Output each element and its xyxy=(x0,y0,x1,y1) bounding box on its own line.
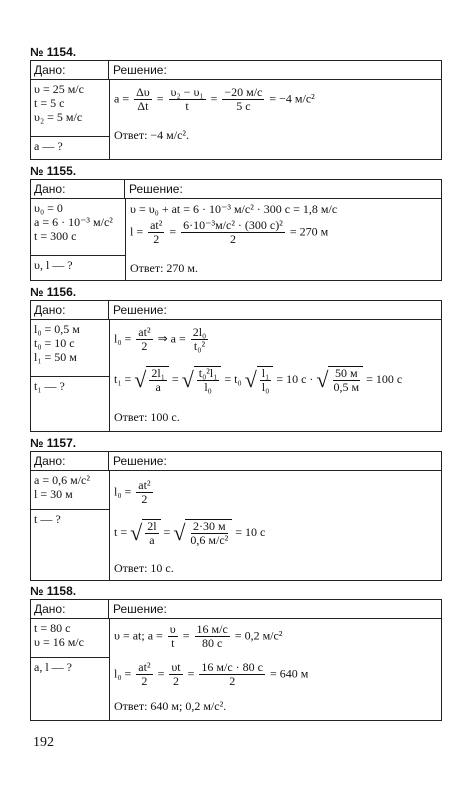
fraction-numerator: t₀²l₁ xyxy=(198,366,218,380)
given-line: υ₀ = 0 xyxy=(34,201,63,215)
problem-number: № 1154. xyxy=(30,45,77,59)
fraction-denominator: 2 xyxy=(141,339,148,353)
solution-header: Решение: xyxy=(113,454,167,468)
given-values xyxy=(31,199,125,255)
fraction-numerator: υ₂ − υ₁ xyxy=(170,85,204,99)
radical-sign: √ xyxy=(316,367,329,392)
equation xyxy=(114,623,282,650)
given-line: υ = 16 м/с xyxy=(34,635,84,649)
fraction-numerator: 2·30 м xyxy=(193,519,226,533)
solution-header: Решение: xyxy=(113,602,167,616)
equation xyxy=(114,366,402,394)
equation xyxy=(114,86,315,113)
given-line: t₀ = 10 с xyxy=(34,336,75,350)
answer: Ответ: 640 м; 0,2 м/с². xyxy=(114,699,227,713)
fraction-numerator: at² xyxy=(138,660,151,674)
fraction-denominator: l₀ xyxy=(204,380,212,394)
given-line: l₀ = 0,5 м xyxy=(34,322,80,336)
eq-text: = xyxy=(163,524,171,539)
fraction-numerator: 2l₁ xyxy=(151,366,165,380)
fraction-denominator: 5 с xyxy=(236,99,251,113)
fraction-denominator: 80 с xyxy=(202,636,223,650)
fraction-denominator: 0,6 м/с² xyxy=(190,533,229,547)
answer: Ответ: 270 м. xyxy=(130,261,199,275)
given-values xyxy=(31,80,109,136)
radicand xyxy=(194,366,222,394)
fraction-numerator: 16 м/с xyxy=(196,622,228,636)
fraction-denominator: 0,5 м xyxy=(333,380,360,394)
given-column xyxy=(31,80,110,159)
problem-1158 xyxy=(30,584,442,721)
eq-text: = xyxy=(210,91,218,106)
fraction xyxy=(222,86,264,113)
radical-sign: √ xyxy=(173,520,186,545)
eq-text: = t₀ xyxy=(224,371,242,386)
fraction xyxy=(168,623,178,650)
eq-text: = −4 м/с² xyxy=(269,91,315,106)
radicand xyxy=(185,519,232,547)
square-root xyxy=(182,366,222,394)
fraction xyxy=(148,219,164,246)
problem-number: № 1156. xyxy=(30,285,77,299)
answer: Ответ: −4 м/с². xyxy=(114,128,190,142)
fraction-numerator: l₁ xyxy=(261,366,270,380)
eq-text: = xyxy=(171,371,179,386)
radical-sign: √ xyxy=(130,520,143,545)
fraction-numerator: at² xyxy=(138,325,151,339)
problem-number: № 1158. xyxy=(30,584,77,598)
fraction-numerator: 50 м xyxy=(334,366,358,380)
fraction xyxy=(136,479,152,506)
fraction-numerator: at² xyxy=(138,478,151,492)
fraction xyxy=(169,86,206,113)
table-body xyxy=(31,320,441,431)
equation xyxy=(130,219,328,246)
fraction-denominator: a xyxy=(155,380,161,394)
answer: Ответ: 100 с. xyxy=(114,410,180,424)
fraction-numerator: υt xyxy=(171,660,181,674)
given-header: Дано: xyxy=(31,180,125,198)
given-line: t = 300 с xyxy=(34,229,77,243)
radical-sign: √ xyxy=(134,367,147,392)
problem-number: № 1157. xyxy=(30,436,77,450)
table-header xyxy=(31,452,441,471)
eq-text: = 100 с xyxy=(366,371,403,386)
given-line: l = 30 м xyxy=(34,487,73,501)
fraction-denominator: 2 xyxy=(141,674,148,688)
fraction xyxy=(188,520,230,547)
fraction-numerator: 6·10⁻³м/с² · (300 с)² xyxy=(183,218,283,232)
given-line: t = 5 с xyxy=(34,96,65,110)
square-root xyxy=(316,366,363,394)
equation: υ = υ₀ + at = 6 · 10⁻³ м/с² · 300 с = 1,8 м/с xyxy=(130,202,338,216)
solution-table xyxy=(30,451,442,581)
fraction xyxy=(260,367,272,394)
square-root xyxy=(245,366,274,394)
problem-1157 xyxy=(30,436,442,581)
eq-text: = 10 с · xyxy=(276,371,314,386)
radicand xyxy=(328,366,363,394)
fraction xyxy=(169,661,182,688)
solution-column xyxy=(110,619,441,720)
fraction-denominator: 2 xyxy=(153,232,160,246)
given-line: t = 80 с xyxy=(34,621,71,635)
eq-text: t₁ = xyxy=(114,371,132,386)
find-cell: a — ? xyxy=(31,136,109,155)
given-values xyxy=(31,471,109,509)
solution-column xyxy=(110,320,441,431)
solution-header: Решение: xyxy=(113,303,167,317)
given-column xyxy=(31,619,110,720)
given-header: Дано: xyxy=(31,600,109,618)
eq-text: = 270 м xyxy=(289,224,329,239)
given-column xyxy=(31,199,126,280)
given-line: υ₂ = 5 м/с xyxy=(34,110,83,124)
solution-table xyxy=(30,599,442,721)
solution-column xyxy=(126,199,441,280)
given-values xyxy=(31,320,109,376)
radicand xyxy=(142,519,160,547)
find-cell: a, l — ? xyxy=(31,657,109,676)
fraction-denominator: t xyxy=(171,636,175,650)
eq-text: = xyxy=(187,666,195,681)
equation xyxy=(114,661,308,688)
solution-header: Решение: xyxy=(113,63,167,77)
table-header xyxy=(31,600,441,619)
find-cell: t₁ — ? xyxy=(31,376,109,395)
fraction xyxy=(199,661,265,688)
solution-header: Решение: xyxy=(129,182,183,196)
fraction-denominator: a xyxy=(149,533,155,547)
problem-number: № 1155. xyxy=(30,164,77,178)
fraction-denominator: 2 xyxy=(141,492,148,506)
eq-text: = 640 м xyxy=(269,666,309,681)
square-root xyxy=(130,519,160,547)
fraction-numerator: 2l₀ xyxy=(192,325,207,339)
fraction-denominator: 2 xyxy=(230,232,236,246)
fraction-numerator: Δυ xyxy=(136,85,150,99)
given-line: υ = 25 м/с xyxy=(34,82,84,96)
eq-text: l = xyxy=(130,224,144,239)
eq-text: = xyxy=(156,91,164,106)
radical-sign: √ xyxy=(181,367,194,392)
eq-text: υ = at; a = xyxy=(114,628,163,643)
fraction xyxy=(145,520,158,547)
fraction-numerator: −20 м/с xyxy=(224,85,263,99)
fraction xyxy=(331,367,361,394)
eq-text: = xyxy=(182,628,190,643)
fraction-numerator: 16 м/с · 80 с xyxy=(201,660,263,674)
eq-text: t = xyxy=(114,524,128,539)
table-body xyxy=(31,199,441,280)
fraction-numerator: 2l xyxy=(147,519,157,533)
fraction-denominator: l₀ xyxy=(261,380,270,394)
given-column xyxy=(31,320,110,431)
fraction-denominator: t₀² xyxy=(193,339,206,353)
problem-1156 xyxy=(30,285,442,432)
solution-column xyxy=(110,80,441,159)
given-header: Дано: xyxy=(31,61,109,79)
table-header xyxy=(31,61,441,80)
given-line: a = 6 · 10⁻³ м/с² xyxy=(34,215,113,229)
eq-text: l₀ = xyxy=(114,666,132,681)
fraction xyxy=(136,661,152,688)
radicand xyxy=(257,366,274,394)
eq-text: = xyxy=(157,666,165,681)
fraction xyxy=(149,367,167,394)
fraction-denominator: t xyxy=(185,99,189,113)
given-header: Дано: xyxy=(31,452,109,470)
square-root xyxy=(173,519,232,547)
fraction-denominator: Δt xyxy=(137,99,149,113)
given-line: a = 0,6 м/с² xyxy=(34,473,90,487)
fraction xyxy=(191,326,209,353)
problem-1154 xyxy=(30,45,442,160)
table-body xyxy=(31,80,441,159)
find-cell: t — ? xyxy=(31,509,109,528)
given-column xyxy=(31,471,110,580)
given-header: Дано: xyxy=(31,301,109,319)
eq-text: = 0,2 м/с² xyxy=(234,628,283,643)
table-body xyxy=(31,471,441,580)
fraction-denominator: 2 xyxy=(172,674,179,688)
eq-text: = xyxy=(169,224,177,239)
table-header xyxy=(31,301,441,320)
eq-text: a = xyxy=(114,91,130,106)
fraction xyxy=(181,219,285,246)
solution-table xyxy=(30,179,442,281)
solution-column xyxy=(110,471,441,580)
equation xyxy=(114,519,265,547)
fraction xyxy=(134,86,152,113)
eq-text: l₀ = xyxy=(114,484,132,499)
given-values xyxy=(31,619,109,657)
fraction-denominator: 2 xyxy=(229,674,236,688)
fraction xyxy=(197,367,220,394)
table-body xyxy=(31,619,441,720)
radical-sign: √ xyxy=(244,367,257,392)
equation xyxy=(114,326,210,353)
solution-table xyxy=(30,300,442,432)
problem-1155 xyxy=(30,164,442,281)
fraction-numerator: at² xyxy=(150,218,163,232)
radicand xyxy=(146,366,169,394)
solution-table xyxy=(30,60,442,160)
eq-text: ⇒ a = xyxy=(157,331,186,346)
square-root xyxy=(134,366,169,394)
fraction xyxy=(136,326,152,353)
answer: Ответ: 10 с. xyxy=(114,561,174,575)
fraction xyxy=(195,623,230,650)
given-line: l₁ = 50 м xyxy=(34,350,77,364)
fraction-numerator: υ xyxy=(169,622,176,636)
equation xyxy=(114,479,155,506)
table-header xyxy=(31,180,441,199)
eq-text: = 10 с xyxy=(235,524,266,539)
page-number: 192 xyxy=(33,735,54,750)
find-cell: υ, l — ? xyxy=(31,255,125,274)
eq-text: l₀ = xyxy=(114,331,132,346)
